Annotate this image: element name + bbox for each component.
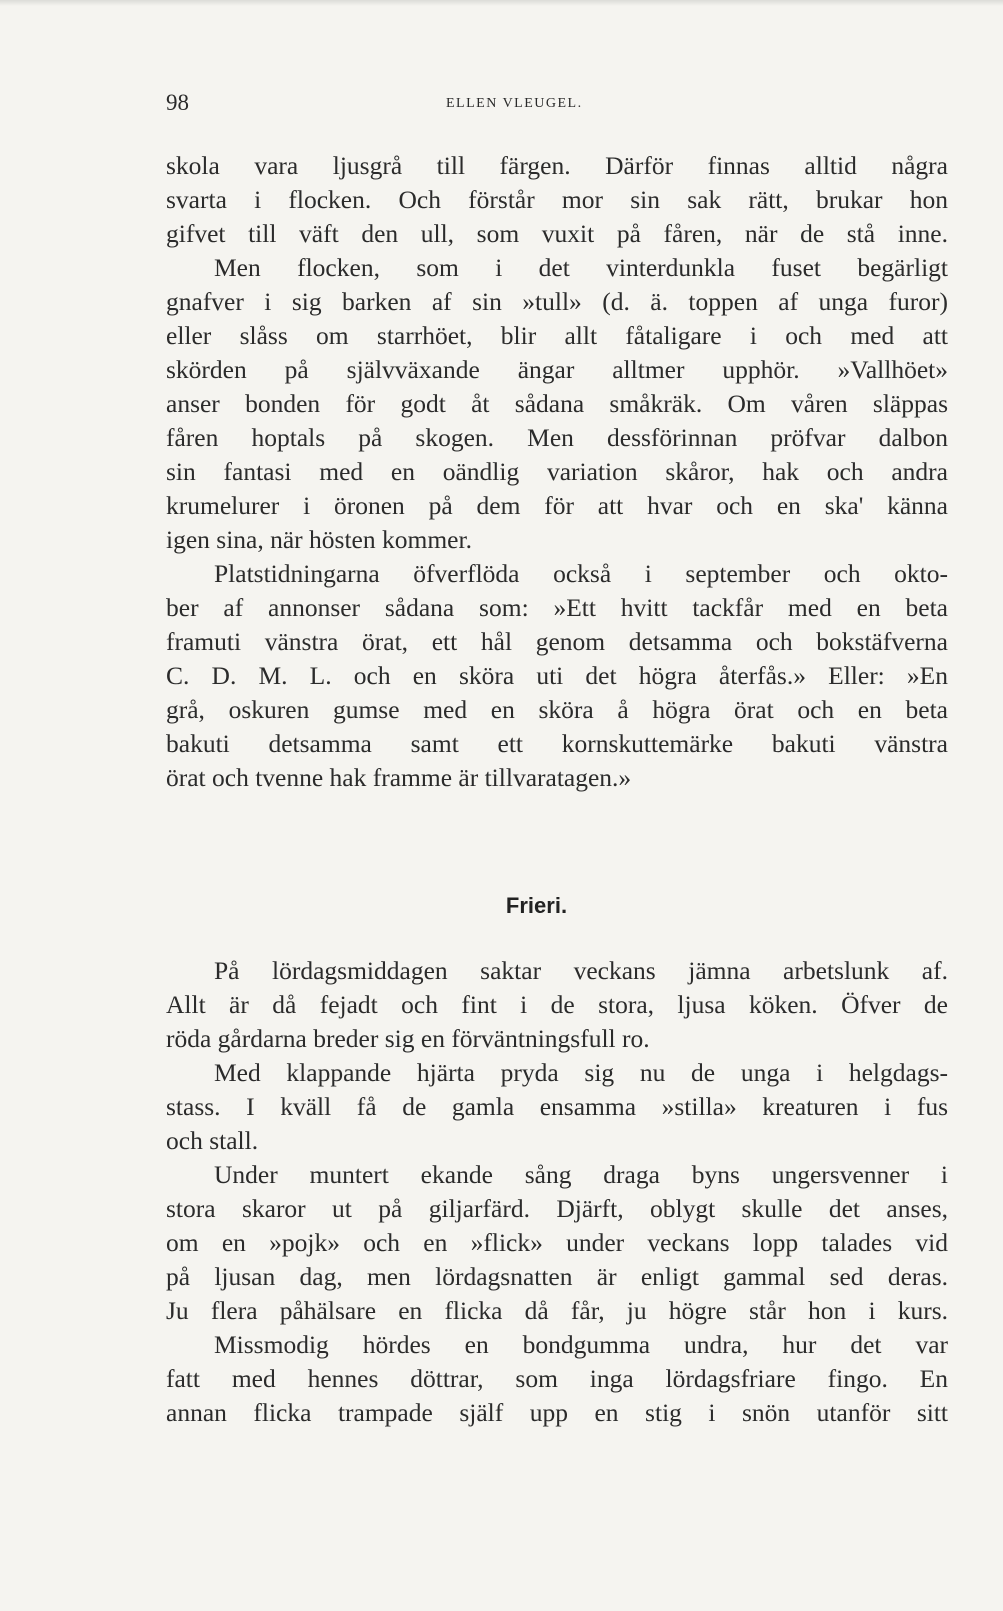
- text-line: örat och tvenne hak framme är tillvaratagen.»: [166, 763, 632, 792]
- text-line: svarta i flocken. Och förstår mor sin sak rätt, brukar hon: [166, 185, 948, 214]
- text-line: bakuti detsamma samt ett kornskuttemärke bakuti vänstra: [166, 729, 948, 758]
- text-line: och stall.: [166, 1126, 259, 1155]
- text-line: igen sina, när hösten kommer.: [166, 525, 472, 554]
- text-line: om en »pojk» och en »flick» under veckans lopp talades vid: [166, 1228, 948, 1257]
- text-line: krumelurer i öronen på dem för att hvar och en ska' känna: [166, 491, 948, 520]
- text-line: På lördagsmiddagen saktar veckans jämna arbetslunk af.: [214, 956, 948, 985]
- page-header: [166, 90, 846, 120]
- text-line: röda gårdarna breder sig en förväntningsfull ro.: [166, 1024, 650, 1053]
- text-line: Under muntert ekande sång draga byns ungersvenner i: [214, 1160, 948, 1189]
- text-line: C. D. M. L. och en sköra uti det högra återfås.» Eller: »En: [166, 661, 948, 690]
- text-line: Med klappande hjärta pryda sig nu de unga i helgdags-: [214, 1058, 948, 1087]
- text-line: framuti vänstra örat, ett hål genom detsamma och bokstäfverna: [166, 627, 948, 656]
- text-line: fåren hoptals på skogen. Men dessförinnan pröfvar dalbon: [166, 423, 948, 452]
- text-line: Platstidningarna öfverflöda också i september och okto-: [214, 559, 948, 588]
- text-line: skola vara ljusgrå till färgen. Därför finnas alltid några: [166, 151, 948, 180]
- text-line: grå, oskuren gumse med en sköra å högra örat och en beta: [166, 695, 948, 724]
- text-line: Men flocken, som i det vinterdunkla fuset begärligt: [214, 253, 948, 282]
- text-line: Allt är då fejadt och fint i de stora, ljusa köken. Öfver de: [166, 990, 948, 1019]
- text-line: fatt med hennes döttrar, som inga lördagsfriare fingo. En: [166, 1364, 948, 1393]
- text-line: gnafver i sig barken af sin »tull» (d. ä. toppen af unga furor): [166, 287, 948, 316]
- text-line: stora skaror ut på giljarfärd. Djärft, oblygt skulle det anses,: [166, 1194, 948, 1223]
- section-heading: Frieri.: [505, 893, 568, 918]
- running-head: ELLEN VLEUGEL.: [446, 96, 583, 111]
- page-top-edge: [0, 0, 1003, 6]
- page-number: 98: [166, 90, 189, 115]
- section-1-text: [166, 149, 948, 795]
- text-line: skörden på självväxande ängar alltmer upphör. »Vallhöet»: [166, 355, 948, 384]
- text-line: Missmodig hördes en bondgumma undra, hur det var: [214, 1330, 948, 1359]
- text-line: ber af annonser sådana som: »Ett hvitt tackfår med en beta: [166, 593, 948, 622]
- section-2-text: [166, 954, 948, 1430]
- text-line: Ju flera påhälsare en flicka då får, ju högre står hon i kurs.: [166, 1296, 948, 1325]
- text-line: stass. I kväll få de gamla ensamma »stilla» kreaturen i fus: [166, 1092, 948, 1121]
- text-line: på ljusan dag, men lördagsnatten är enligt gammal sed deras.: [166, 1262, 948, 1291]
- text-line: gifvet till väft den ull, som vuxit på fåren, när de stå inne.: [166, 219, 948, 248]
- text-line: eller slåss om starrhöet, blir allt fåtaligare i och med att: [166, 321, 948, 350]
- text-line: annan flicka trampade själf upp en stig i snön utanför sitt: [166, 1398, 948, 1427]
- text-line: anser bonden för godt åt sådana småkräk. Om våren släppas: [166, 389, 948, 418]
- text-line: sin fantasi med en oändlig variation skåror, hak och andra: [166, 457, 948, 486]
